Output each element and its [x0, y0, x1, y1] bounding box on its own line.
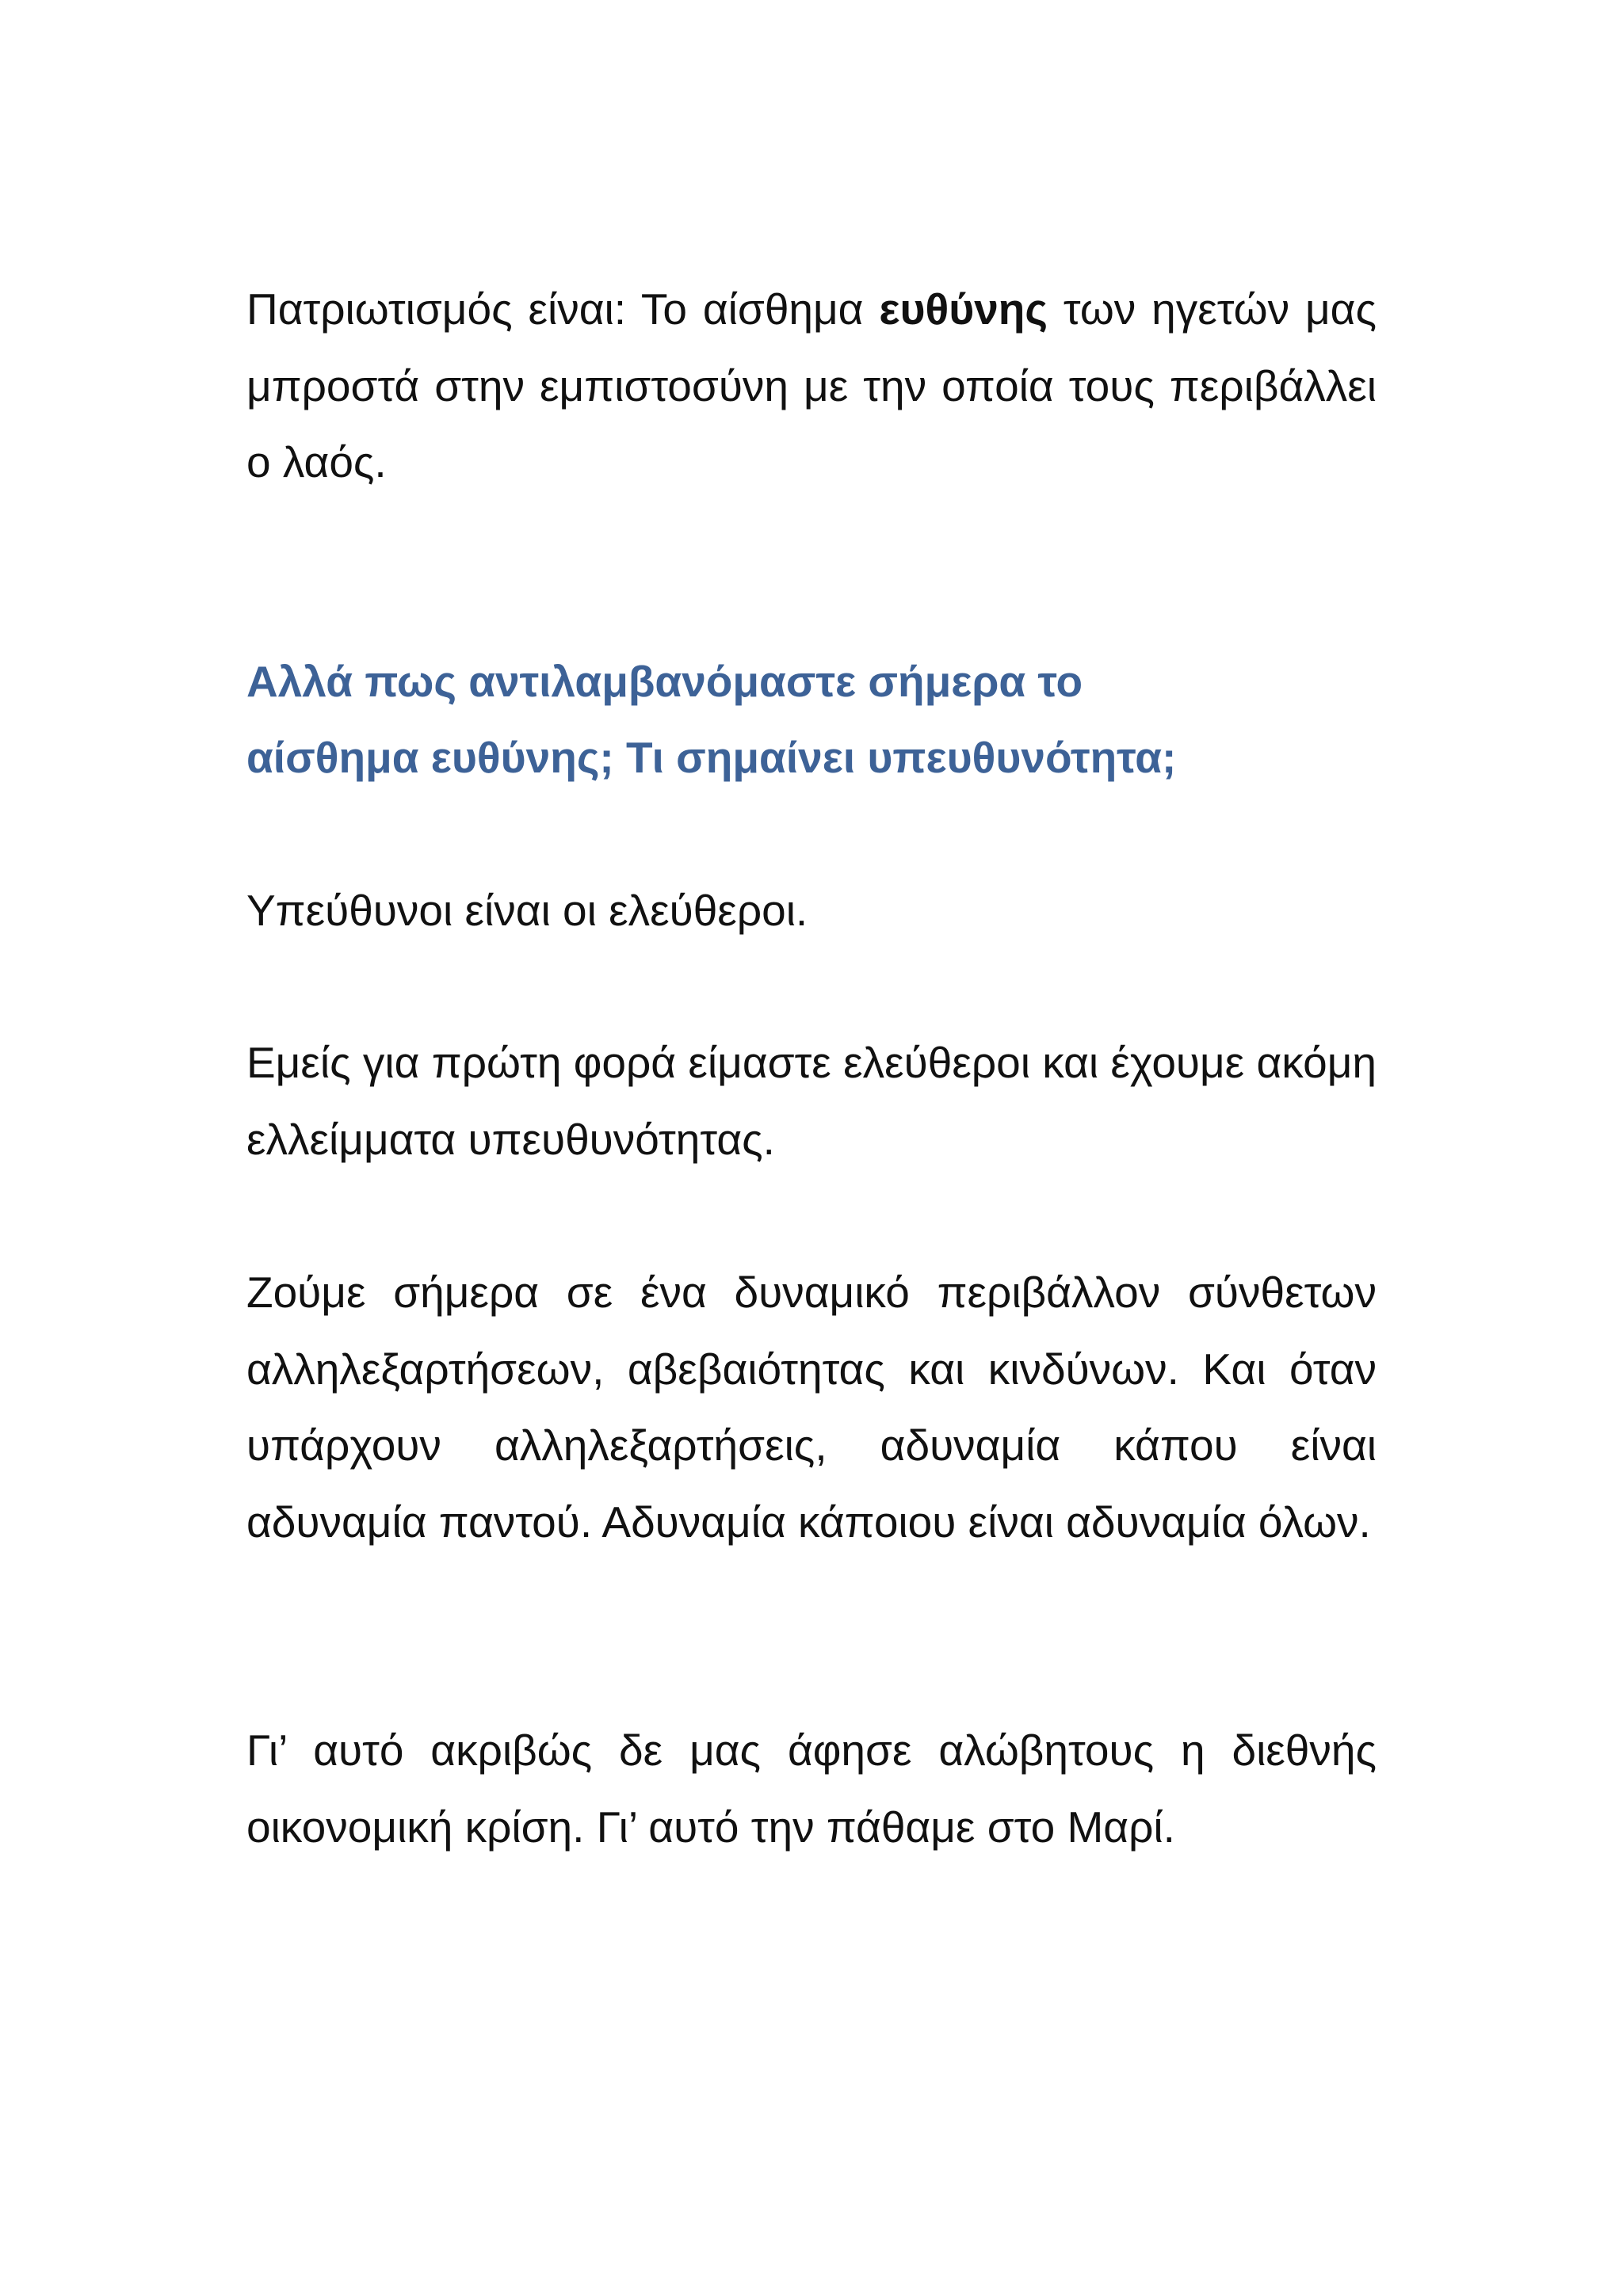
paragraph-responsible-are-free: Υπεύθυνοι είναι οι ελεύθεροι.	[246, 886, 808, 935]
paragraph-patriotism-end: των ηγετών μας μπροστά στην εμπιστοσύνη με την οποία τους περιβάλλει ο λαός.	[246, 284, 1377, 486]
paragraph-first-time-free: Εμείς για πρώτη φορά είμαστε ελεύθεροι και έχουμε ακόμη ελλείμματα υπευθυνότητας.	[246, 1038, 1377, 1164]
paragraph-economic-crisis: Γι’ αυτό ακριβώς δε μας άφησε αλώβητους η διεθνής οικονομική κρίση. Γι’ αυτό την πάθαμε στο Μαρί.	[246, 1726, 1377, 1852]
paragraph-interdependencies: Ζούμε σήμερα σε ένα δυναμικό περιβάλλον σύνθετων αλληλεξαρτήσεων, αβεβαιότητας και κινδύνων. Και όταν υπάρχουν αλληλεξαρτήσεις, αδυναμία κάπου είναι αδυναμία παντού. Αδυναμία κάποιου είναι αδυναμία όλων.	[246, 1268, 1377, 1547]
emphasis-responsibility: ευθύνης	[879, 284, 1048, 334]
paragraph-patriotism-start: Πατριωτισμός είναι: Το αίσθημα	[246, 284, 880, 334]
paragraph-patriotism	[246, 271, 1377, 501]
section-heading-line-2: αίσθημα ευθύνης; Τι σημαίνει υπευθυνότητα;	[246, 733, 1177, 782]
section-heading	[246, 643, 1377, 795]
section-heading-line-1: Αλλά πως αντιλαμβανόμαστε σήμερα το	[246, 657, 1083, 706]
